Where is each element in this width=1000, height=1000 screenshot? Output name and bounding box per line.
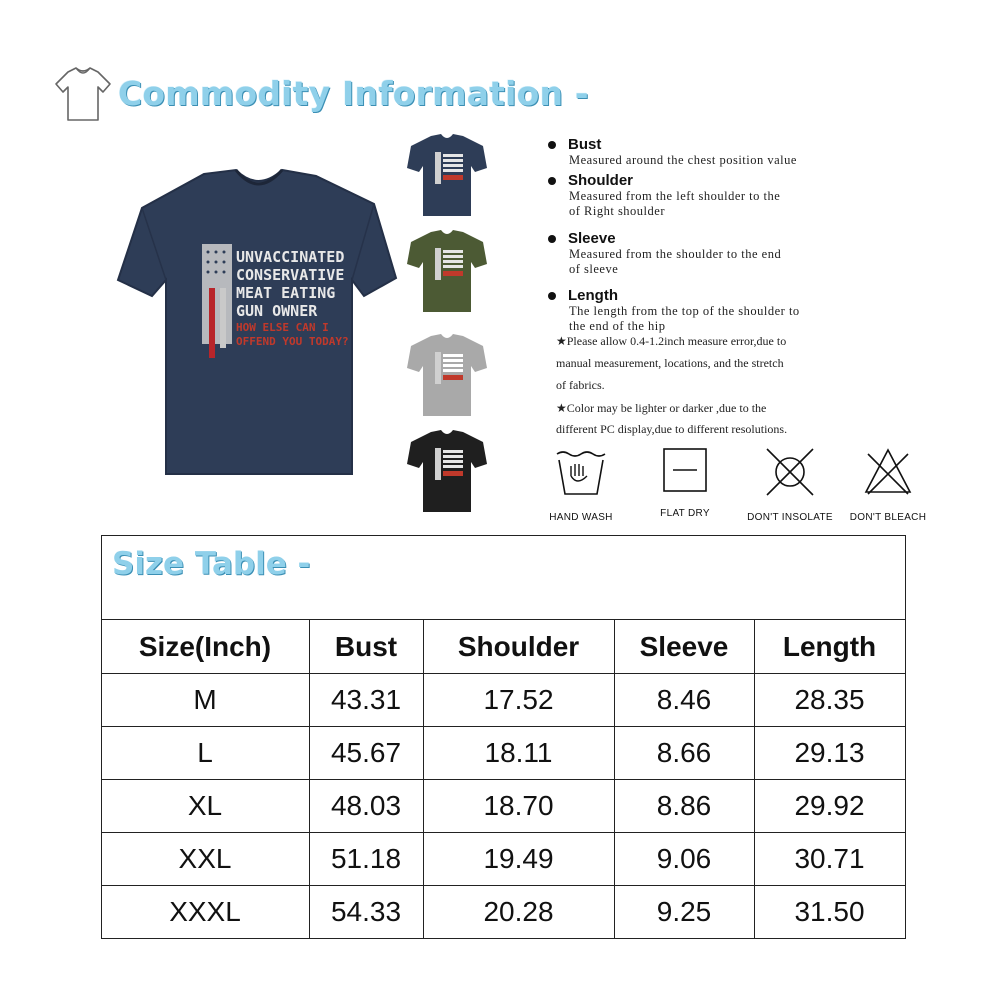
print-line: MEAT EATING bbox=[236, 284, 336, 302]
spec-desc: of sleeve bbox=[569, 262, 619, 276]
table-cell: 51.18 bbox=[309, 833, 423, 886]
bullet-icon bbox=[548, 235, 556, 243]
table-cell: XXXL bbox=[101, 886, 309, 939]
table-cell: M bbox=[101, 674, 309, 727]
table-cell: 48.03 bbox=[309, 780, 423, 833]
spec-desc: Measured from the left shoulder to the bbox=[569, 189, 781, 203]
column-header: Length bbox=[754, 620, 905, 674]
care-label: HAND WASH bbox=[549, 512, 613, 523]
table-cell: 8.86 bbox=[614, 780, 754, 833]
tshirt-main-image bbox=[112, 168, 402, 480]
care-dont-insolate bbox=[740, 446, 840, 523]
table-cell: 29.92 bbox=[754, 780, 905, 833]
dont-insolate-icon bbox=[763, 446, 817, 498]
table-cell: 18.11 bbox=[423, 727, 614, 780]
note-text: different PC display,due to different resolutions. bbox=[556, 422, 788, 436]
flat-dry-icon bbox=[661, 446, 709, 494]
size-table bbox=[101, 619, 906, 939]
care-label: DON'T INSOLATE bbox=[747, 512, 833, 523]
spec-sleeve bbox=[548, 230, 878, 277]
column-header: Bust bbox=[309, 620, 423, 674]
note-text: ★Please allow 0.4-1.2inch measure error,due to bbox=[556, 334, 787, 348]
table-cell: 54.33 bbox=[309, 886, 423, 939]
table-cell: XL bbox=[101, 780, 309, 833]
care-dont-bleach bbox=[838, 446, 938, 523]
spec-desc: The length from the top of the shoulder to bbox=[569, 304, 800, 318]
care-flat-dry bbox=[635, 446, 735, 519]
spec-desc: of Right shoulder bbox=[569, 204, 665, 218]
table-cell: 29.13 bbox=[754, 727, 905, 780]
note-text: ★Color may be lighter or darker ,due to the bbox=[556, 401, 767, 415]
table-row bbox=[101, 674, 905, 727]
table-row bbox=[101, 833, 905, 886]
table-cell: 43.31 bbox=[309, 674, 423, 727]
table-cell: 8.46 bbox=[614, 674, 754, 727]
hand-wash-icon bbox=[553, 446, 609, 498]
tshirt-variant-black[interactable] bbox=[405, 428, 489, 516]
bullet-icon bbox=[548, 177, 556, 185]
spec-desc: the end of the hip bbox=[569, 319, 666, 333]
table-cell: 17.52 bbox=[423, 674, 614, 727]
spec-desc: Measured from the shoulder to the end bbox=[569, 247, 782, 261]
bullet-icon bbox=[548, 292, 556, 300]
print-line: UNVACCINATED bbox=[236, 248, 345, 266]
bullet-icon bbox=[548, 141, 556, 149]
spec-shoulder bbox=[548, 172, 878, 219]
spec-label: Length bbox=[568, 287, 618, 304]
table-cell: 9.25 bbox=[614, 886, 754, 939]
column-header: Size(Inch) bbox=[101, 620, 309, 674]
spec-label: Bust bbox=[568, 136, 602, 153]
size-table-panel bbox=[101, 535, 906, 939]
care-label: DON'T BLEACH bbox=[849, 512, 927, 523]
spec-label: Shoulder bbox=[568, 172, 634, 189]
note-text: manual measurement, locations, and the stretch bbox=[556, 356, 784, 370]
spec-length bbox=[548, 287, 878, 334]
table-cell: 31.50 bbox=[754, 886, 905, 939]
print-line-red: OFFEND YOU TODAY? bbox=[236, 335, 349, 348]
table-cell: XXL bbox=[101, 833, 309, 886]
spec-desc: Measured around the chest position value bbox=[569, 153, 797, 167]
table-cell: 30.71 bbox=[754, 833, 905, 886]
print-line-red: HOW ELSE CAN I bbox=[236, 321, 329, 334]
table-cell: 20.28 bbox=[423, 886, 614, 939]
column-header: Shoulder bbox=[423, 620, 614, 674]
print-line: GUN OWNER bbox=[236, 302, 318, 320]
table-row bbox=[101, 886, 905, 939]
tshirt-variant-navy[interactable] bbox=[405, 132, 489, 220]
tshirt-variant-grey[interactable] bbox=[405, 332, 489, 420]
dont-bleach-icon bbox=[862, 446, 914, 498]
print-line: CONSERVATIVE bbox=[236, 266, 345, 284]
table-cell: 8.66 bbox=[614, 727, 754, 780]
tshirt-outline-icon bbox=[52, 64, 114, 124]
tshirt-variant-army-green[interactable] bbox=[405, 228, 489, 316]
column-header: Sleeve bbox=[614, 620, 754, 674]
table-cell: 18.70 bbox=[423, 780, 614, 833]
table-header-row bbox=[101, 620, 905, 674]
table-cell: 28.35 bbox=[754, 674, 905, 727]
spec-bust bbox=[548, 136, 878, 168]
care-label: FLAT DRY bbox=[660, 508, 710, 519]
table-row bbox=[101, 780, 905, 833]
table-cell: 19.49 bbox=[423, 833, 614, 886]
table-row bbox=[101, 727, 905, 780]
spec-label: Sleeve bbox=[568, 230, 616, 247]
page-title: Commodity Information - bbox=[118, 74, 589, 113]
table-cell: 9.06 bbox=[614, 833, 754, 886]
note-text: of fabrics. bbox=[556, 378, 605, 392]
size-table-title: Size Table - bbox=[112, 546, 311, 582]
table-cell: 45.67 bbox=[309, 727, 423, 780]
table-cell: L bbox=[101, 727, 309, 780]
care-hand-wash bbox=[531, 446, 631, 523]
